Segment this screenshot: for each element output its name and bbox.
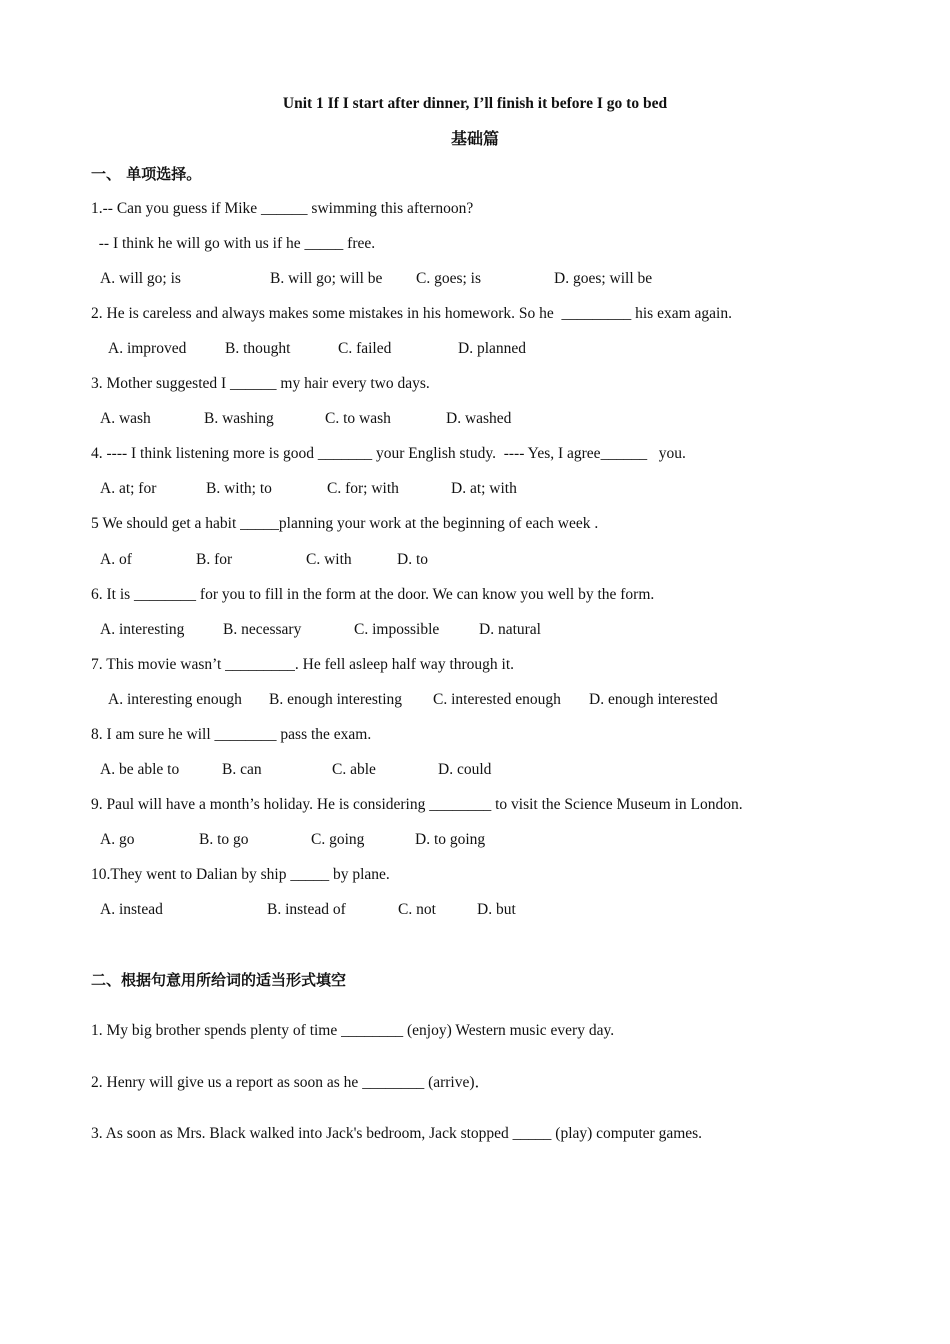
question-5-option-a: A. of: [100, 551, 132, 568]
section2-heading: 二、根据句意用所给词的适当形式填空: [91, 971, 347, 989]
question-2-option-a: A. improved: [108, 340, 187, 357]
fill-blank-item-1: 1. My big brother spends plenty of time ________ (enjoy) Western music every day.: [91, 1022, 615, 1039]
question-7-option-b: B. enough interesting: [269, 691, 403, 708]
question-10-stem: 10.They went to Dalian by ship _____ by plane.: [91, 866, 390, 883]
question-6-option-c: C. impossible: [354, 621, 440, 638]
question-1-line-1: 1.-- Can you guess if Mike ______ swimming this afternoon?: [91, 200, 474, 217]
question-4-option-b: B. with; to: [206, 480, 272, 497]
question-2-option-c: C. failed: [338, 340, 392, 357]
question-10-option-b: B. instead of: [267, 901, 346, 918]
question-9-option-d: D. to going: [415, 831, 486, 848]
question-3-option-d: D. washed: [446, 410, 512, 427]
question-8-option-b: B. can: [222, 761, 262, 778]
question-10-option-d: D. but: [477, 901, 516, 918]
question-8-stem: 8. I am sure he will ________ pass the exam.: [91, 726, 372, 743]
question-5-option-b: B. for: [196, 551, 233, 568]
question-7-stem: 7. This movie wasn’t _________. He fell asleep half way through it.: [91, 656, 515, 673]
question-5-option-c: C. with: [306, 551, 352, 568]
question-2-stem: 2. He is careless and always makes some mistakes in his homework. So he _________ his exam again.: [91, 305, 732, 322]
question-1-option-b: B. will go; will be: [270, 270, 383, 287]
fill-blank-item-2: 2. Henry will give us a report as soon as he ________ (arrive)．: [91, 1074, 491, 1091]
question-1-option-a: A. will go; is: [100, 270, 181, 287]
question-6-option-d: D. natural: [479, 621, 541, 638]
worksheet-subtitle: 基础篇: [450, 129, 499, 148]
fill-blank-item-3: 3. As soon as Mrs. Black walked into Jack's bedroom, Jack stopped _____ (play) computer games.: [91, 1125, 703, 1142]
question-10-option-c: C. not: [398, 901, 436, 918]
question-5-option-d: D. to: [397, 551, 428, 568]
question-6-option-b: B. necessary: [223, 621, 302, 638]
question-3-option-b: B. washing: [204, 410, 274, 427]
worksheet-title: Unit 1 If I start after dinner, I’ll finish it before I go to bed: [282, 95, 668, 112]
question-3-option-a: A. wash: [100, 410, 151, 427]
question-8-option-d: D. could: [438, 761, 492, 778]
question-9-option-a: A. go: [100, 831, 135, 848]
question-7-option-a: A. interesting enough: [108, 691, 242, 708]
question-7-option-c: C. interested enough: [433, 691, 561, 708]
question-9-option-c: C. going: [311, 831, 365, 848]
question-2-option-d: D. planned: [458, 340, 527, 357]
question-10-option-a: A. instead: [100, 901, 163, 918]
question-4-stem: 4. ---- I think listening more is good _______ your English study. ---- Yes, I agree______ you.: [91, 445, 686, 462]
question-6-stem: 6. It is ________ for you to fill in the form at the door. We can know you well by the form.: [91, 586, 655, 603]
question-4-option-c: C. for; with: [327, 480, 399, 497]
question-1-option-c: C. goes; is: [416, 270, 482, 287]
question-1-line-2: -- I think he will go with us if he _____ free.: [91, 235, 376, 252]
question-6-option-a: A. interesting: [100, 621, 185, 638]
question-9-stem: 9. Paul will have a month’s holiday. He is considering ________ to visit the Science Museum in London.: [91, 796, 743, 813]
question-3-stem: 3. Mother suggested I ______ my hair every two days.: [91, 375, 430, 392]
question-9-option-b: B. to go: [199, 831, 249, 848]
question-2-option-b: B. thought: [225, 340, 291, 357]
question-8-option-c: C. able: [332, 761, 376, 778]
question-4-option-d: D. at; with: [451, 480, 517, 497]
question-1-option-d: D. goes; will be: [554, 270, 653, 287]
question-3-option-c: C. to wash: [325, 410, 391, 427]
section1-heading: 一、 单项选择。: [91, 165, 202, 183]
question-8-option-a: A. be able to: [100, 761, 180, 778]
question-5-stem: 5 We should get a habit _____planning your work at the beginning of each week .: [91, 515, 599, 532]
question-4-option-a: A. at; for: [100, 480, 157, 497]
question-7-option-d: D. enough interested: [589, 691, 718, 708]
